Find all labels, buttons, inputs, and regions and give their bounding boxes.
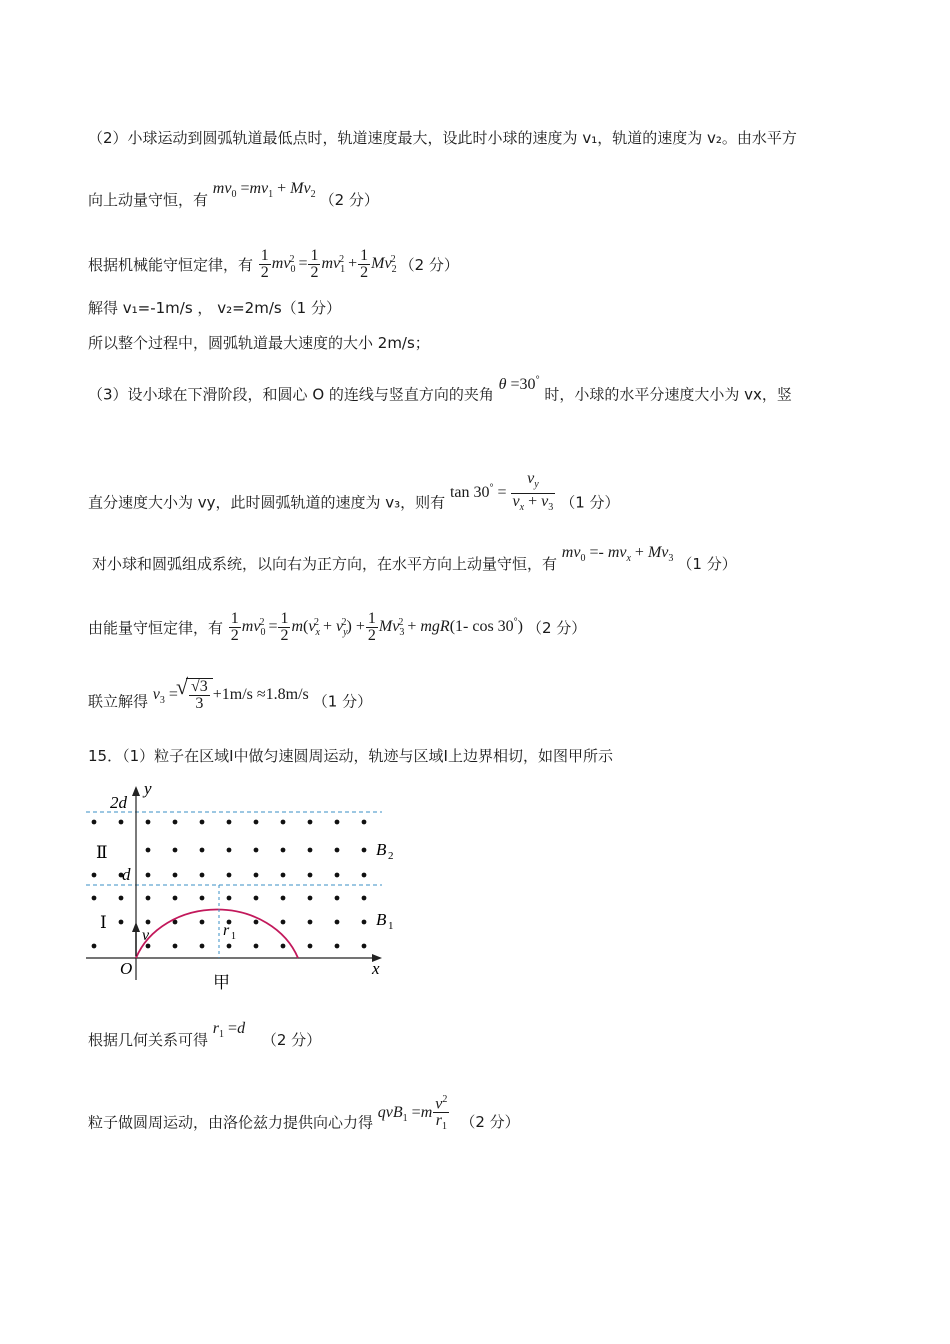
p2-line2: [88, 180, 379, 217]
q15-line1: 15．（1）粒子在区域Ⅰ中做匀速圆周运动，轨迹与区域Ⅰ上边界相切，如图甲所示: [88, 747, 613, 765]
q15-geo-text: 根据几何关系可得: [88, 1031, 209, 1049]
field-dot: [281, 896, 286, 901]
field-dot: [335, 920, 340, 925]
q15-force-line: [88, 1094, 520, 1146]
p2-line3-points: （2 分）: [399, 256, 459, 275]
field-dot: [146, 944, 151, 949]
p3-line4: [88, 610, 587, 646]
field-dot: [254, 896, 259, 901]
field-dot: [362, 873, 367, 878]
p2-line1: （2）小球运动到圆弧轨道最低点时，轨道速度最大，设此时小球的速度为 v₁，轨道的速度为 v₂。由水平方: [88, 129, 797, 147]
field-dot: [254, 944, 259, 949]
energy-equation-2: $\frac{1}{2}$ $mv_0^2$ = $\frac{1}{2}$ $m(v_x^2 + v_y^2)$ + $\frac{1}{2}$ $Mv_3^2 + mgR(1-$ cos 30°): [230, 610, 527, 644]
field-dot: [254, 820, 259, 825]
field-dot: [146, 873, 151, 878]
p3-line1-a: （3）设小球在下滑阶段，和圆心 O 的连线与竖直方向的夹角: [88, 385, 494, 404]
field-dot: [173, 944, 178, 949]
field-dot: [254, 920, 259, 925]
field-dot: [200, 896, 205, 901]
label-d: d: [122, 865, 131, 884]
magnetic-field-figure: [86, 780, 396, 995]
field-dot: [92, 944, 97, 949]
field-dot: [200, 920, 205, 925]
p2-line2-points: （2 分）: [319, 191, 379, 209]
label-B1: B: [376, 910, 387, 929]
label-r1-sub: 1: [231, 931, 236, 942]
label-region-2: Ⅱ: [96, 843, 108, 862]
p2-line5: 所以整个过程中，圆弧轨道最大速度的大小 2m/s；: [88, 334, 430, 352]
p3-line3: [92, 544, 737, 581]
p2-line3: [88, 247, 459, 283]
field-dot: [254, 873, 259, 878]
p3-line3-text: 对小球和圆弧组成系统，以向右为正方向，在水平方向上动量守恒，有: [92, 555, 558, 573]
field-dot: [119, 920, 124, 925]
field-dot: [308, 944, 313, 949]
field-dot: [119, 896, 124, 901]
field-dot: [227, 944, 232, 949]
energy-equation: $\frac{1}{2}$ $mv_0^2$ = $\frac{1}{2}$ $mv_1^2$ + $\frac{1}{2}$ $Mv_2^2$: [260, 247, 397, 281]
field-dot: [227, 820, 232, 825]
field-dot: [146, 896, 151, 901]
field-dot: [335, 848, 340, 853]
label-y: y: [144, 780, 152, 798]
field-dot: [254, 848, 259, 853]
p3-line4-points: （2 分）: [527, 619, 587, 638]
momentum-equation: $mv_0 =mv_1 + Mv_2$: [212, 180, 316, 201]
field-dot: [308, 896, 313, 901]
p3-line2: [88, 470, 620, 526]
p3-line5-points: （1 分）: [312, 692, 373, 711]
label-B1-sub: 1: [388, 920, 394, 932]
field-dot: [281, 848, 286, 853]
field-dot: [227, 873, 232, 878]
theta-equation: θ =30°: [498, 375, 540, 394]
label-origin: O: [120, 959, 133, 978]
label-B2: B: [376, 840, 387, 859]
field-dot: [362, 820, 367, 825]
field-dot: [335, 896, 340, 901]
label-x: x: [372, 959, 380, 978]
field-dot: [92, 896, 97, 901]
p3-line5-text: 联立解得: [88, 692, 149, 711]
p3-line2-text: 直分速度大小为 vy，此时圆弧轨道的速度为 v₃，则有: [88, 493, 446, 512]
field-dot: [362, 944, 367, 949]
momentum-equation-2: $mv_0 =- mv_x + Mv_3$: [561, 544, 674, 565]
field-dot: [281, 873, 286, 878]
field-dot: [200, 848, 205, 853]
field-dot: [362, 920, 367, 925]
field-dot: [308, 920, 313, 925]
label-2d: 2d: [110, 793, 127, 812]
label-r1: r: [223, 922, 230, 939]
field-dot: [173, 820, 178, 825]
field-dot: [92, 873, 97, 878]
field-dot: [92, 820, 97, 825]
q15-force-text: 粒子做圆周运动，由洛伦兹力提供向心力得: [88, 1113, 374, 1132]
v3-result: $v_3$ = √ $\frac{√3}{3}$ +1m/s ≈1.8m/s: [152, 674, 313, 712]
field-dot: [335, 873, 340, 878]
label-B2-sub: 2: [388, 850, 394, 862]
q15-geo-line: [88, 1020, 322, 1057]
p3-line4-text: 由能量守恒定律，有: [88, 619, 224, 638]
p2-line4: 解得 v₁=-1m/s ， v₂=2m/s（1 分）: [88, 299, 341, 317]
field-dot: [173, 848, 178, 853]
velocity-arrowhead: [132, 922, 140, 932]
p3-line1: [88, 375, 792, 405]
field-dot: [200, 944, 205, 949]
field-dot: [146, 820, 151, 825]
p3-line1-b: 时，小球的水平分速度大小为 vx，竖: [544, 385, 792, 404]
field-dot: [200, 873, 205, 878]
field-dot: [281, 944, 286, 949]
field-dot: [173, 896, 178, 901]
r1-equation: $r_1 =d$: [212, 1020, 246, 1041]
field-dot: [335, 944, 340, 949]
p2-line3-text: 根据机械能守恒定律，有: [88, 256, 254, 275]
p3-line3-points: （1 分）: [677, 555, 737, 573]
tan-equation: tan 30° = $\frac{v_y}{v_x + v_3}$: [449, 470, 554, 514]
field-dot: [281, 920, 286, 925]
label-region-1: Ⅰ: [100, 913, 107, 932]
field-dot: [362, 896, 367, 901]
field-dot: [227, 896, 232, 901]
field-dot: [308, 820, 313, 825]
field-dot: [281, 820, 286, 825]
p3-line2-points: （1 分）: [560, 493, 620, 512]
figure-caption: 甲: [213, 973, 230, 992]
y-axis-arrow: [132, 786, 140, 796]
field-dot: [335, 820, 340, 825]
field-dot: [173, 873, 178, 878]
field-dot: [227, 848, 232, 853]
q15-geo-points: （2 分）: [261, 1031, 322, 1049]
field-dot: [146, 848, 151, 853]
field-dot: [119, 820, 124, 825]
field-dot: [308, 848, 313, 853]
field-dot: [308, 873, 313, 878]
field-dot: [200, 820, 205, 825]
field-dot: [362, 848, 367, 853]
p2-line2-text: 向上动量守恒，有: [88, 191, 209, 209]
trajectory-arc: [136, 910, 298, 958]
field-dot: [146, 920, 151, 925]
p3-line5: [88, 674, 373, 720]
lorentz-equation: qvB$_1$ =m $\frac{v^2}{r_1}$: [377, 1094, 448, 1133]
label-v: v: [142, 927, 150, 944]
q15-force-points: （2 分）: [460, 1113, 520, 1132]
